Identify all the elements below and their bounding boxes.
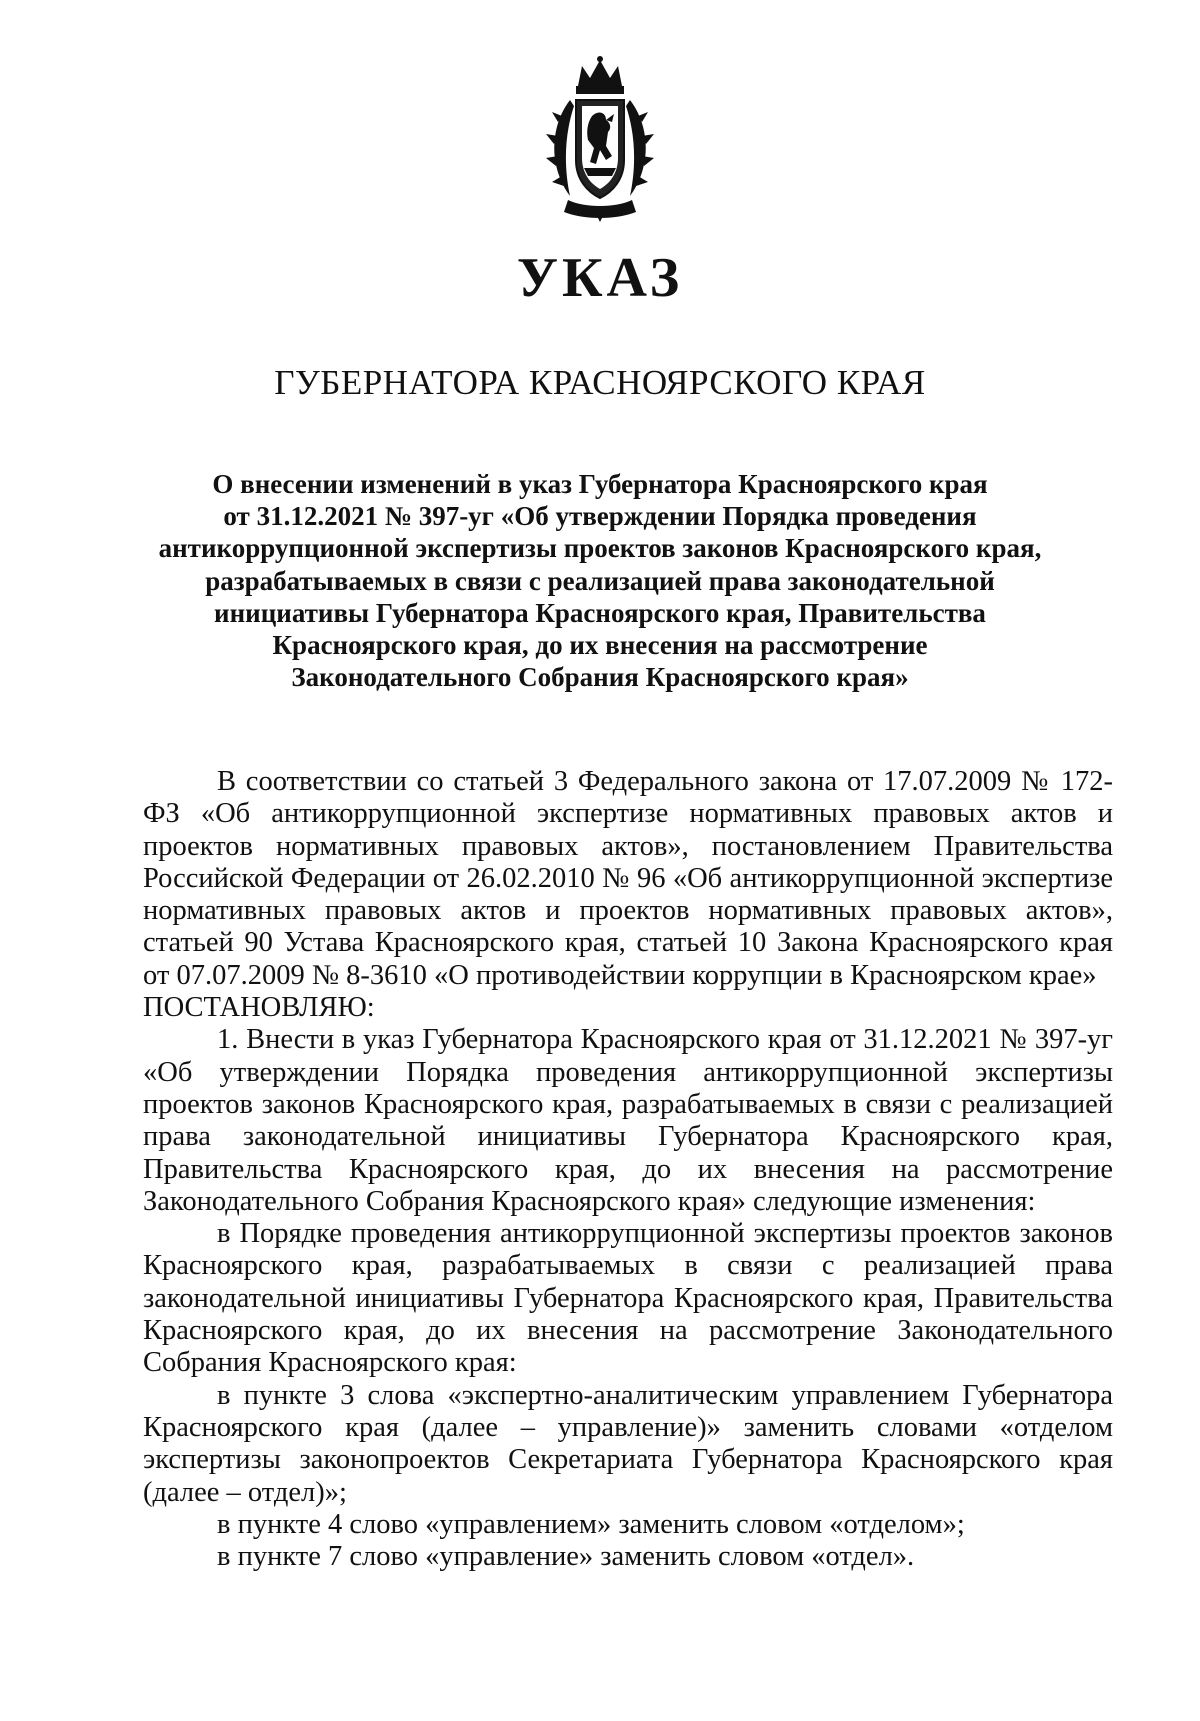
subject-line: от 31.12.2021 № 397-уг «Об утверждении Порядка проведения (223, 501, 977, 532)
decree-word: ПОСТАНОВЛЯЮ: (143, 992, 375, 1024)
document-title: УКАЗ (516, 247, 684, 309)
subject-line: разрабатываемых в связи с реализацией права законодательной (205, 565, 995, 596)
item-paragraph: в пункте 7 слово «управление» заменить словом «отдел». (217, 1541, 915, 1573)
subject-line: антикоррупционной экспертизы проектов законов Красноярского края, (158, 533, 1042, 564)
item-paragraph: в пункте 4 слово «управлением» заменить словом «отделом»; (217, 1508, 965, 1540)
item-paragraph: в пункте 3 слова «экспертно-аналитическим управлением Губернатора Красноярского края (далее – управление)» заменить словами «отделом экспертизы законопроектов Секретариата Губернатора Красноярского края (далее – отдел)»; (143, 1379, 1113, 1508)
subject-line: Законодательного Собрания Красноярского края» (291, 662, 909, 693)
item-paragraph: в Порядке проведения антикоррупционной экспертизы проектов законов Красноярского края, разрабатываемых в связи с реализацией права законодательной инициативы Губернатора Красноярского края, Правительства Красноярского края, до их внесения на рассмотрение Законодательного Собрания Красноярского края: (143, 1218, 1113, 1379)
subject-line: Красноярского края, до их внесения на рассмотрение (272, 630, 928, 661)
document-body (143, 766, 1113, 1573)
document-subject (140, 468, 1060, 693)
subject-line: О внесении изменений в указ Губернатора Красноярского края (212, 469, 988, 499)
item-paragraph: 1. Внести в указ Губернатора Красноярского края от 31.12.2021 № 397-уг «Об утверждении Порядка проведения антикоррупционной экспертизы проектов законов Красноярского края, разрабатываемых в связи с реализацией права законодательной инициативы Губернатора Красноярского края, Правительства Красноярского края, до их внесения на рассмотрение Законодательного Собрания Красноярского края» следующие изменения: (143, 1024, 1113, 1217)
preamble-paragraph: В соответствии со статьей 3 Федерального закона от 17.07.2009 № 172-ФЗ «Об антикоррупционной экспертизе нормативных правовых актов и проектов нормативных правовых актов», постановлением Правительства Российской Федерации от 26.02.2010 № 96 «Об антикоррупционной экспертизе нормативных правовых актов и проектов нормативных правовых актов», статьей 90 Устава Красноярского края, статьей 10 Закона Красноярского края от 07.07.2009 № 8-3610 «О противодействии коррупции в Красноярском крае» (143, 766, 1113, 991)
subject-line: инициативы Губернатора Красноярского края, Правительства (214, 597, 986, 628)
document-heading: ГУБЕРНАТОРА КРАСНОЯРСКОГО КРАЯ (274, 363, 926, 402)
coat-of-arms-icon (540, 56, 660, 224)
